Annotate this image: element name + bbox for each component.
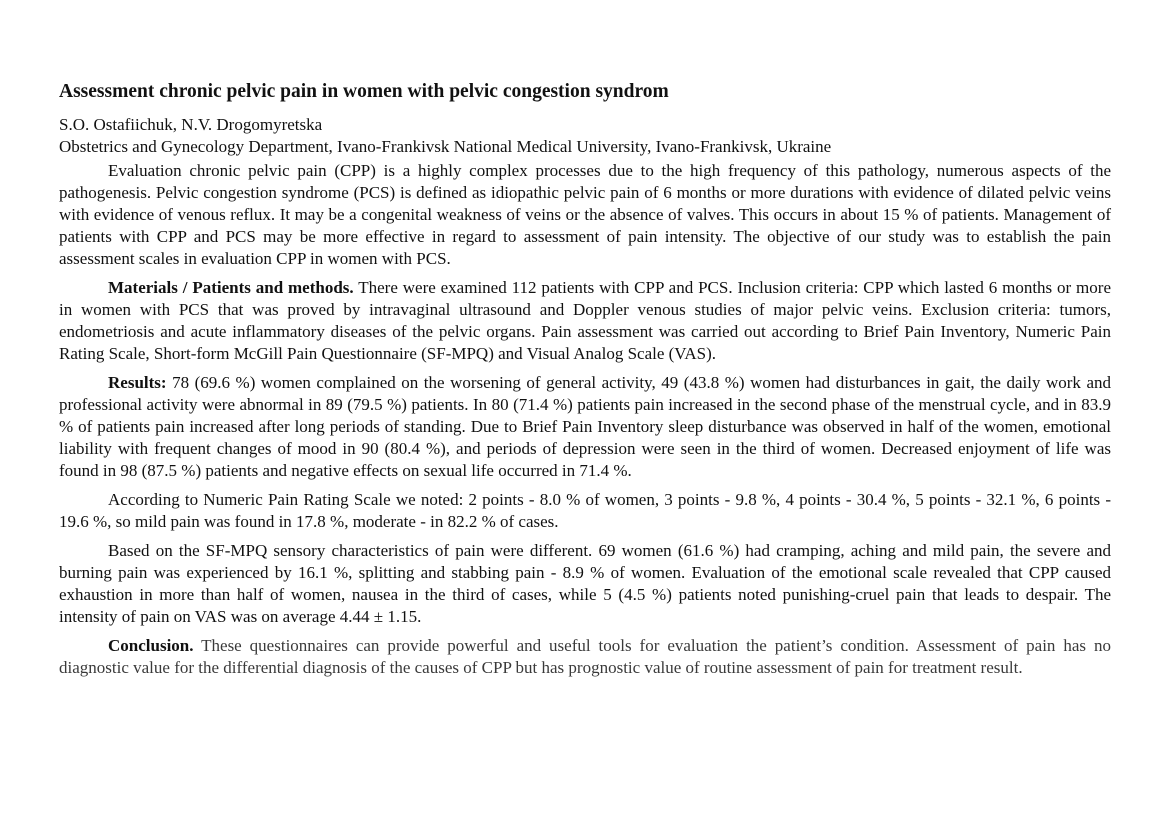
abstract-page [59, 80, 1111, 686]
numeric-scale-paragraph: According to Numeric Pain Rating Scale we noted: 2 points - 8.0 % of women, 3 points - 9.8 %, 4 points - 30.4 %, 5 points - 32.1 %, 6 points - 19.6 %, so mild pain was found in 17.8 %, moderate - in 82.2 % of cases. [59, 490, 1111, 531]
conclusion-paragraph [59, 635, 1111, 679]
intro-paragraph: Evaluation chronic pelvic pain (CPP) is a highly complex processes due to the high frequency of this pathology, numerous aspects of the pathogenesis. Pelvic congestion syndrome (PCS) is defined as idiopathic pelvic pain of 6 months or more durations with evidence of dilated pelvic veins with evidence of venous reflux. It may be a congenital weakness of veins or the absence of valves. This occurs in about 15 % of patients. Management of patients with CPP and PCS may be more effective in regard to assessment of pain intensity. The objective of our study was to establish the pain assessment scales in evaluation CPP in women with PCS. [59, 161, 1111, 268]
methods-text: There were examined 112 patients with CPP and PCS. Inclusion criteria: CPP which lasted 6 months or more in women with PCS that was proved by intravaginal ultrasound and Doppler venous studies of major pelvic veins. Exclusion criteria: tumors, endometriosis and acute inflammatory diseases of the pelvic organs. Pain assessment was carried out according to Brief Pain Inventory, Numeric Pain Rating Scale, Short-form McGill Pain Questionnaire (SF-MPQ) and Visual Analog Scale (VAS). [59, 278, 1111, 363]
methods-paragraph [59, 277, 1111, 365]
authors: S.O. Ostafiichuk, N.V. Drogomyretska [59, 115, 323, 134]
conclusion-heading: Conclusion. [108, 636, 194, 655]
results-text: 78 (69.6 %) women complained on the worsening of general activity, 49 (43.8 %) women had disturbances in gait, the daily work and professional activity were abnormal in 89 (79.5 %) patients. In 80 (71.4 %) patients pain increased in the second phase of the menstrual cycle, and in 83.9 % of patients pain increased after long periods of standing. Due to Brief Pain Inventory sleep disturbance was observed in half of the women, emotional liability with frequent changes of mood in 90 (80.4 %), and periods of depression were seen in the third of women. Decreased enjoyment of life was found in 98 (87.5 %) patients and negative effects on sexual life occurred in 71.4 %. [59, 373, 1111, 480]
results-heading: Results: [108, 373, 167, 392]
results-paragraph [59, 372, 1111, 482]
paper-title: Assessment chronic pelvic pain in women with pelvic congestion syndrom [59, 81, 669, 102]
sfmpq-paragraph: Based on the SF-MPQ sensory characteristics of pain were different. 69 women (61.6 %) had cramping, aching and mild pain, the severe and burning pain was experienced by 16.1 %, splitting and stabbing pain - 8.9 % of women. Evaluation of the emotional scale revealed that CPP caused exhaustion in more than half of women, nausea in the third of cases, while 5 (4.5 %) patients noted punishing-cruel pain that leads to despair. The intensity of pain on VAS was on average 4.44 ± 1.15. [59, 541, 1111, 626]
methods-heading: Materials / Patients and methods. [108, 278, 354, 297]
affiliation: Obstetrics and Gynecology Department, Ivano-Frankivsk National Medical University, Ivano-Frankivsk, Ukraine [59, 137, 832, 156]
conclusion-text: These questionnaires can provide powerful and useful tools for evaluation the patient’s condition. Assessment of pain has no diagnostic value for the differential diagnosis of the causes of CPP but has prognostic value of routine assessment of pain for treatment result. [59, 636, 1111, 677]
